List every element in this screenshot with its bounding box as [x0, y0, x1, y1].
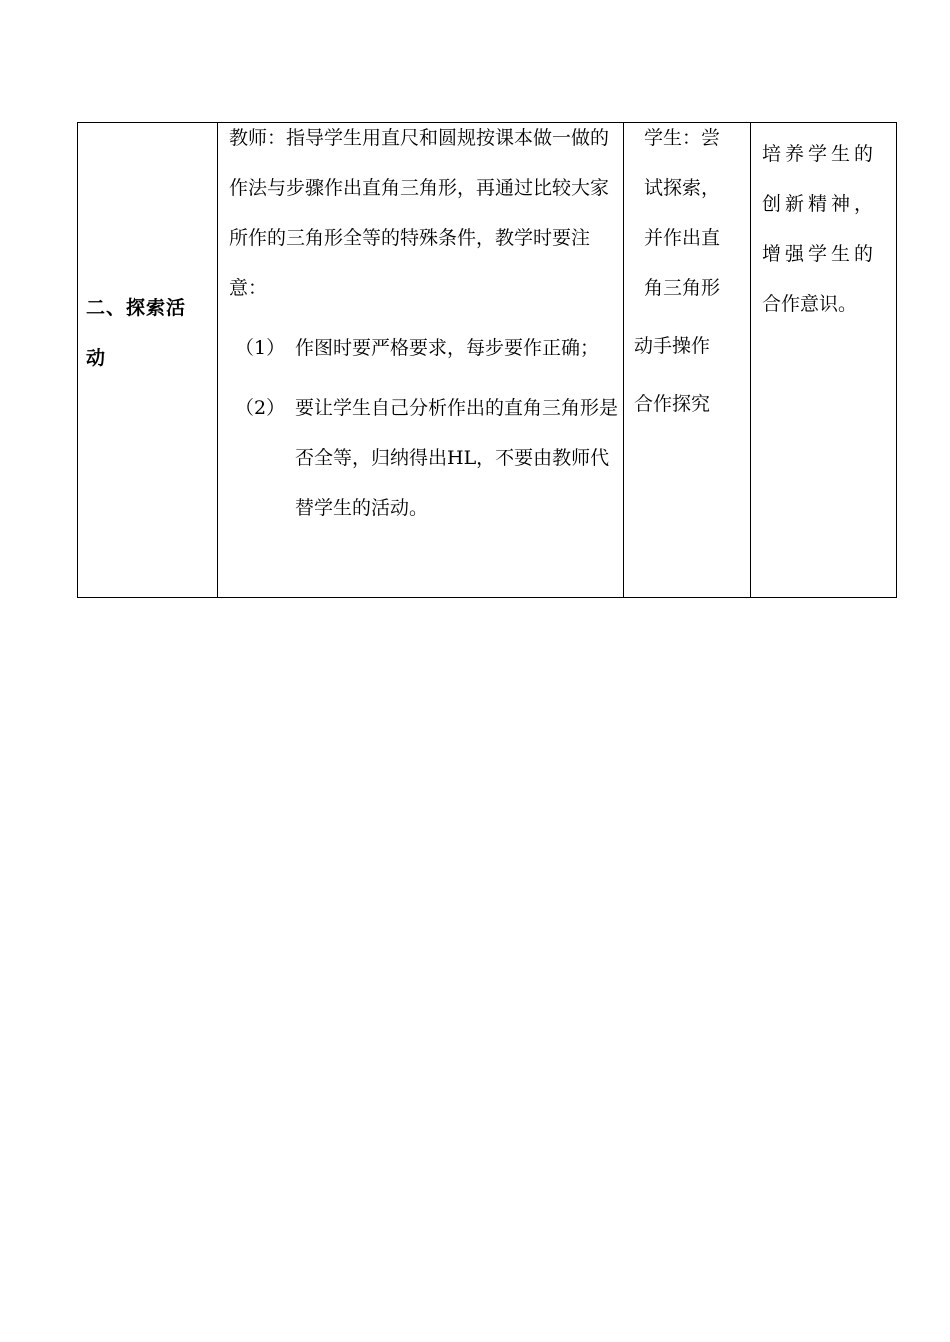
teacher-activity-cell — [229, 113, 619, 533]
purpose-line: 合作意识。 — [762, 293, 858, 315]
student-line: 学生：尝 — [644, 127, 721, 149]
purpose-line: 培养学生的 — [762, 143, 878, 165]
student-line: 动手操作 — [634, 335, 711, 357]
purpose-line: 增强学生的 — [762, 243, 878, 265]
student-line: 试探索， — [644, 177, 721, 199]
item-number: （1） — [235, 337, 286, 359]
lesson-table — [77, 122, 897, 598]
list-item — [229, 383, 619, 533]
item-text: 要让学生自己分析作出的直角三角形是否全等，归纳得出HL，不要由教师代替学生的活动。 — [295, 397, 619, 519]
section-label-line: 动 — [86, 347, 107, 369]
section-label-line: 二、探索活 — [86, 297, 187, 319]
student-line: 角三角形 — [644, 277, 721, 299]
section-label-cell — [86, 283, 214, 383]
student-activity-cell — [634, 113, 754, 429]
design-purpose-cell — [762, 129, 888, 329]
item-number: （2） — [235, 397, 286, 419]
purpose-line: 创新精神， — [762, 193, 878, 215]
list-item — [229, 323, 619, 373]
teacher-intro-text: 教师：指导学生用直尺和圆规按课本做一做的作法与步骤作出直角三角形，再通过比较大家所作的三角形全等的特殊条件，教学时要注意： — [229, 127, 610, 299]
student-line: 合作探究 — [634, 393, 711, 415]
column-divider — [623, 123, 624, 597]
column-divider — [217, 123, 218, 597]
item-text: 作图时要严格要求，每步要作正确； — [295, 337, 600, 359]
student-line: 并作出直 — [644, 227, 721, 249]
